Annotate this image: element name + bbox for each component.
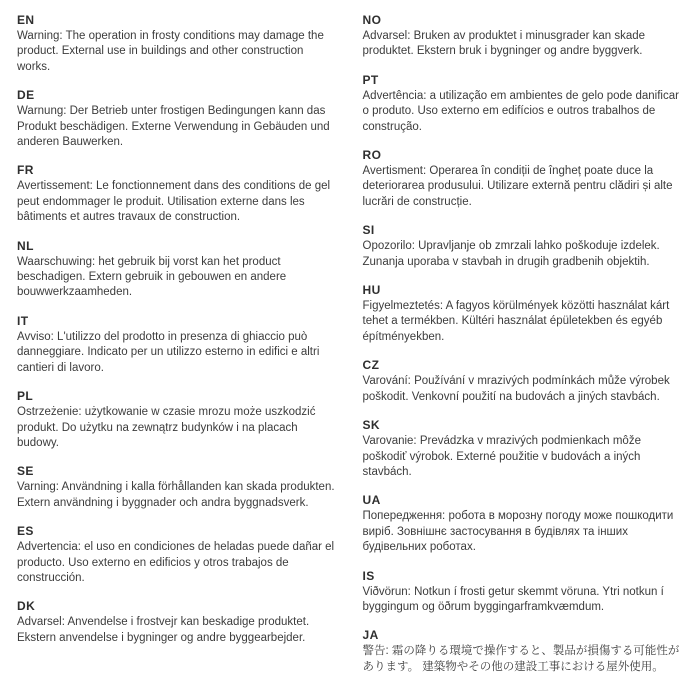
- warning-text: Varovanie: Prevádzka v mrazivých podmienkach môže poškodiť výrobok. Externé použitie v budovách a iných stavbách.: [362, 435, 641, 478]
- right-column: [363, 13, 683, 688]
- warning-text: Viðvörun: Notkun í frosti getur skemmt vöruna. Ytri notkun í byggingum og öðrum byggingarframkvæmdum.: [362, 585, 664, 613]
- language-block-es: [17, 524, 337, 586]
- warning-text: Advarsel: Bruken av produktet i minusgrader kan skade produktet. Ekstern bruk i bygninger og andre byggverk.: [362, 30, 646, 58]
- warning-text: Varování: Používání v mrazivých podmínkách může výrobek poškodit. Venkovní použití na budovách a jiných stavbách.: [362, 375, 670, 403]
- language-code: EN: [17, 13, 35, 27]
- left-column: [17, 13, 337, 688]
- language-block-ro: [363, 148, 683, 210]
- warning-text: Ostrzeżenie: użytkowanie w czasie mrozu może uszkodzić produkt. Do użytku na zewnątrz budynków i na placach budowy.: [17, 406, 316, 449]
- language-block-sk: [363, 418, 683, 480]
- language-code: IT: [17, 313, 29, 328]
- language-block-ua: [363, 493, 683, 555]
- language-code: IS: [362, 568, 375, 583]
- language-code: SI: [362, 223, 375, 238]
- warning-text: 警告: 霜の降りる環境で操作すると、製品が損傷する可能性があります。 建築物やその他の建設工事における屋外使用。: [362, 645, 680, 673]
- language-code: ES: [17, 524, 34, 539]
- language-code: SK: [362, 418, 380, 433]
- language-block-no: [363, 13, 683, 60]
- language-code: RO: [362, 148, 382, 163]
- warning-text: Advertencia: el uso en condiciones de heladas puede dañar el producto. Uso externo en edificios y otros trabajos de construcción.: [17, 541, 335, 584]
- language-code: HU: [362, 283, 381, 298]
- language-code: FR: [17, 163, 34, 178]
- language-code: JA: [362, 628, 379, 643]
- warning-text: Opozorilo: Upravljanje ob zmrzali lahko poškoduje izdelek. Zunanja uporaba v stavbah in drugih gradbenih objektih.: [362, 240, 660, 268]
- language-code: SE: [17, 464, 34, 479]
- warning-text: Warning: The operation in frosty conditions may damage the product. External use in buildings and other construction works.: [17, 30, 324, 73]
- language-block-pt: [363, 73, 683, 135]
- warning-text: Avertissement: Le fonctionnement dans des conditions de gel peut endommager le produit. Utilisation externe dans les bâtiments et autres travaux de construction.: [17, 180, 331, 224]
- language-block-en: [17, 13, 337, 75]
- warning-text: Varning: Användning i kalla förhållanden kan skada produkten. Extern användning i byggnader och andra byggnadsverk.: [17, 481, 335, 509]
- language-code: UA: [362, 493, 381, 508]
- language-block-dk: [17, 599, 337, 646]
- language-code: DE: [17, 88, 35, 103]
- warning-text: Advertência: a utilização em ambientes de gelo pode danificar o produto. Uso externo em edifícios e outros trabalhos de construção.: [362, 89, 679, 133]
- warning-text: Avviso: L'utilizzo del prodotto in presenza di ghiaccio può danneggiare. Indicato per un utilizzo esterno in edifici e altri cantieri di lavoro.: [17, 330, 320, 374]
- language-block-is: [363, 569, 683, 616]
- warning-text: Waarschuwing: het gebruik bij vorst kan het product beschadigen. Extern gebruik in gebouwen en andere bouwwerkzaamheden.: [17, 255, 287, 299]
- language-code: DK: [17, 599, 36, 614]
- warning-text: Warnung: Der Betrieb unter frostigen Bedingungen kann das Produkt beschädigen. Externe Verwendung in Gebäuden und anderen Bauwerken.: [17, 105, 330, 149]
- language-block-fr: [17, 163, 337, 225]
- language-code: PT: [362, 72, 379, 87]
- language-code: NL: [17, 238, 34, 253]
- warning-text: Figyelmeztetés: A fagyos körülmények közötti használat kárt tehet a termékben. Kültéri használat épületekben és egyéb építményekben.: [362, 300, 670, 343]
- warning-text: Advarsel: Anvendelse i frostvejr kan beskadige produktet. Ekstern anvendelse i bygninger og andre byggearbejder.: [17, 616, 310, 644]
- language-block-pl: [17, 389, 337, 451]
- language-block-nl: [17, 239, 337, 301]
- language-code: PL: [17, 389, 34, 404]
- warning-text: Avertisment: Operarea în condiții de îngheț poate duce la deteriorarea produsului. Utilizare externă pentru clădiri și alte lucrări de construcție.: [362, 165, 673, 208]
- two-column-layout: [17, 13, 682, 688]
- language-code: CZ: [362, 358, 380, 373]
- language-block-se: [17, 464, 337, 511]
- language-block-it: [17, 314, 337, 376]
- language-block-si: [363, 223, 683, 270]
- language-block-hu: [363, 283, 683, 345]
- language-block-cz: [363, 358, 683, 405]
- language-code: NO: [362, 13, 382, 27]
- language-block-ja: [363, 628, 683, 675]
- language-block-de: [17, 88, 337, 150]
- warning-text: Попередження: робота в морозну погоду може пошкодити виріб. Зовнішнє застосування в будівлях та інших будівельних роботах.: [362, 510, 674, 554]
